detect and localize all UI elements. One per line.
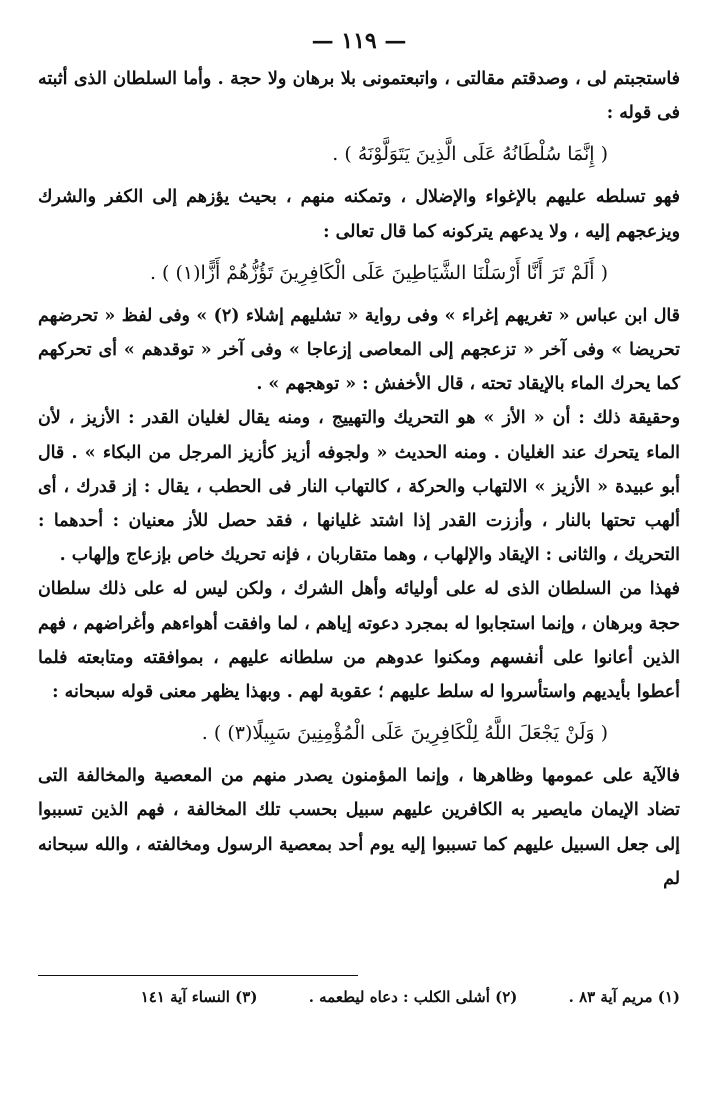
footnote-3: (٣) النساء آية ١٤١ <box>140 988 258 1006</box>
quran-verse-2: ( أَلَمْ تَرَ أَنَّا أَرْسَلْنَا الشَّيَاطِينَ عَلَى الْكَافِرِينَ تَؤُزُّهُمْ أَزًّا(١) ) . <box>149 261 608 284</box>
page-number: — ١١٩ — <box>311 28 407 54</box>
paragraph-1: فاستجبتم لى ، وصدقتم مقالتى ، واتبعتمونى بلا برهان ولا حجة . وأما السلطان الذى أثبته فى قوله : <box>38 69 680 124</box>
footnote-2: (٢) أشلى الكلب : دعاه ليطعمه . <box>308 988 518 1006</box>
paragraph-5: فهذا من السلطان الذى له على أوليائه وأهل الشرك ، ولكن ليس له على ذلك سلطان حجة وبرهان ، وإنما استجابوا له بمجرد دعوته إياهم ، لما وافقت أهواءهم وأغراضهم ، فهم الذين أعانوا على أنفسهم ومكنوا عدوهم من سلطانه عليهم ، بموافقته ومتابعته فلما أعطوا بأيديهم واستأسروا له سلط عليهم ؛ عقوبة لهم . وبهذا يظهر معنى قوله سبحانه : <box>38 579 680 703</box>
quran-verse-3: ( وَلَنْ يَجْعَلَ اللَّهُ لِلْكَافِرِينَ عَلَى الْمُؤْمِنِينَ سَبِيلًا(٣) ) . <box>201 722 608 745</box>
footnote-divider <box>38 975 358 976</box>
paragraph-4: وحقيقة ذلك : أن « الأز » هو التحريك والتهييج ، ومنه يقال لغليان القدر : الأزيز ، لأن الماء يتحرك عند الغليان . ومنه الحديث « ولجوفه أزيز كأزيز المرجل من البكاء » . قال أبو عبيدة « الأزيز » الالتهاب والحركة ، كالتهاب النار فى الحطب ، يقال : إز قدرك ، أى ألهب تحتها بالنار ، وأززت القدر إذا اشتد غليانها ، فقد حصل للأز معنيان : أحدهما : التحريك ، والثانى : الإيقاد والإلهاب ، وهما متقاربان ، فإنه تحريك خاص بإزعاج وإلهاب . <box>38 408 680 566</box>
quran-verse-1: ( إِنَّمَا سُلْطَانُهُ عَلَى الَّذِينَ يَتَوَلَّوْنَهُ ) . <box>332 143 608 166</box>
paragraph-6: فالآية على عمومها وظاهرها ، وإنما المؤمنون يصدر منهم من المعصية والمخالفة التى تضاد الإيمان مايصير به الكافرين عليهم سبيل بحسب تلك المخالفة ، فهم الذين تسببوا إلى جعل السبيل عليهم كما تسببوا إليه يوم أحد بمعصية الرسول ومخالفته ، والله سبحانه لم <box>38 766 680 889</box>
footnotes <box>38 988 680 1006</box>
paragraph-3: قال ابن عباس « تغريهم إغراء » وفى رواية « تشليهم إشلاء (٢) » وفى لفظ « تحرضهم تحريضا » وفى آخر « تزعجهم إلى المعاصى إزعاجا » وفى آخر « توقدهم » أى تحركهم كما يحرك الماء بالإيقاد تحته ، قال الأخفش : « توهجهم » . <box>38 305 680 395</box>
paragraph-2: فهو تسلطه عليهم بالإغواء والإضلال ، وتمكنه منهم ، بحيث يؤزهم إلى الكفر والشرك ويزعجهم إليه ، ولا يدعهم يتركونه كما قال تعالى : <box>38 187 680 242</box>
footnote-1: (١) مريم آية ٨٣ . <box>568 988 680 1006</box>
page-body <box>38 62 680 896</box>
